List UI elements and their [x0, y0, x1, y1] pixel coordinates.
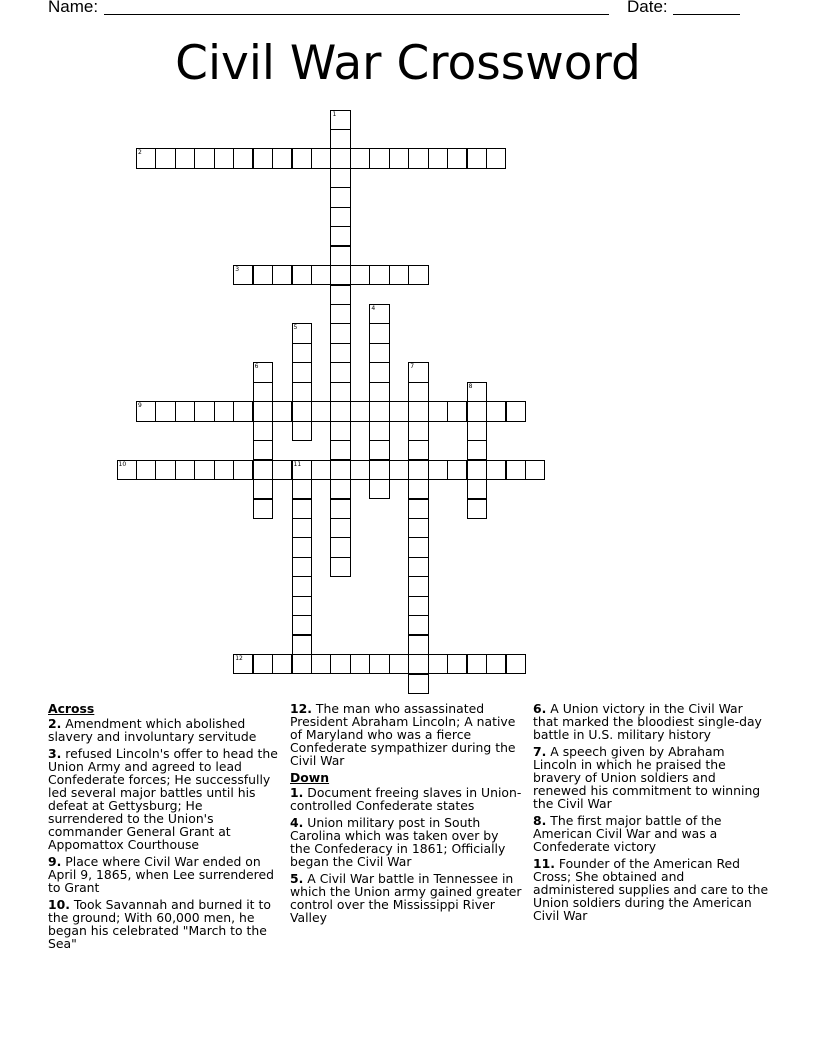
crossword-cell[interactable] [330, 285, 350, 305]
crossword-cell[interactable] [330, 323, 350, 343]
crossword-cell[interactable] [330, 304, 350, 324]
crossword-cell[interactable] [408, 499, 428, 519]
clue-down-7: 7. A speech given by Abraham Lincoln in which he praised the bravery of Union soldiers and renewed his commitment to winning the Civil War [533, 744, 761, 811]
crossword-cell[interactable] [369, 323, 389, 343]
crossword-cell[interactable] [233, 148, 253, 168]
crossword-cell[interactable] [428, 654, 448, 674]
crossword-cell[interactable] [292, 615, 312, 635]
crossword-cell[interactable] [369, 440, 389, 460]
crossword-cell[interactable] [408, 576, 428, 596]
crossword-cell[interactable] [350, 460, 370, 480]
crossword-cell[interactable] [233, 654, 253, 674]
crossword-cell[interactable] [408, 518, 428, 538]
crossword-cell[interactable] [447, 148, 467, 168]
clue-across-9: 9. Place where Civil War ended on April 9, 1865, when Lee surrendered to Grant [48, 854, 274, 895]
crossword-cell[interactable] [292, 148, 312, 168]
crossword-cell[interactable] [330, 226, 350, 246]
crossword-cell[interactable] [272, 654, 292, 674]
crossword-cell[interactable] [447, 654, 467, 674]
crossword-cell[interactable] [292, 576, 312, 596]
crossword-cell[interactable] [330, 129, 350, 149]
crossword-cell[interactable] [369, 304, 389, 324]
crossword-cell[interactable] [350, 148, 370, 168]
name-label: Name: [48, 0, 99, 16]
crossword-cell[interactable] [292, 654, 312, 674]
crossword-cell[interactable] [330, 148, 350, 168]
crossword-cell[interactable] [389, 654, 409, 674]
crossword-cell[interactable] [233, 401, 253, 421]
crossword-cell[interactable] [408, 421, 428, 441]
crossword-cell[interactable] [330, 460, 350, 480]
crossword-cell[interactable] [389, 401, 409, 421]
crossword-cell[interactable] [369, 343, 389, 363]
crossword-cell[interactable] [467, 479, 487, 499]
crossword-cell[interactable] [194, 401, 214, 421]
crossword-cell[interactable] [447, 401, 467, 421]
crossword-cell[interactable] [330, 537, 350, 557]
crossword-cell[interactable] [389, 148, 409, 168]
crossword-cell[interactable] [369, 401, 389, 421]
crossword-cell[interactable] [350, 654, 370, 674]
crossword-cell[interactable] [272, 148, 292, 168]
crossword-cell[interactable] [175, 460, 195, 480]
down-heading: Down [290, 770, 330, 785]
crossword-cell[interactable] [486, 148, 506, 168]
crossword-cell[interactable] [136, 401, 156, 421]
clue-number: 6 [254, 363, 259, 371]
clue-number: 8 [468, 382, 473, 390]
crossword-cell[interactable] [311, 265, 331, 285]
clues-column-1 [48, 702, 280, 954]
crossword-cell[interactable] [292, 382, 312, 402]
clue-number: 3 [235, 266, 240, 274]
crossword-cell[interactable] [408, 382, 428, 402]
crossword-cell[interactable] [155, 148, 175, 168]
crossword-cell[interactable] [467, 440, 487, 460]
crossword-cell[interactable] [330, 518, 350, 538]
clues-column-3 [533, 702, 769, 926]
crossword-cell[interactable] [369, 382, 389, 402]
crossword-cell[interactable] [408, 615, 428, 635]
crossword-cell[interactable] [136, 148, 156, 168]
crossword-cell[interactable] [292, 537, 312, 557]
crossword-cell[interactable] [253, 654, 273, 674]
crossword-cell[interactable] [311, 654, 331, 674]
crossword-cell[interactable] [506, 654, 526, 674]
crossword-cell[interactable] [330, 362, 350, 382]
crossword-cell[interactable] [330, 187, 350, 207]
crossword-cell[interactable] [292, 479, 312, 499]
crossword-cell[interactable] [408, 596, 428, 616]
clue-down-11: 11. Founder of the American Red Cross; She obtained and administered supplies and care to the Union soldiers during the American Civil War [533, 856, 769, 923]
crossword-cell[interactable] [467, 148, 487, 168]
crossword-cell[interactable] [408, 460, 428, 480]
crossword-cell[interactable] [292, 401, 312, 421]
crossword-cell[interactable] [311, 401, 331, 421]
crossword-cell[interactable] [467, 499, 487, 519]
crossword-cell[interactable] [330, 110, 350, 130]
crossword-cell[interactable] [389, 460, 409, 480]
crossword-cell[interactable] [330, 401, 350, 421]
crossword-cell[interactable] [292, 421, 312, 441]
clue-across-3: 3. refused Lincoln's offer to head the Union Army and agreed to lead Confederate forces; He successfully led several major battles until his defeat at Gettysburg; He surrendered to the Union's commander General Grant at Appomattox Courthouse [48, 746, 278, 852]
clue-down-4: 4. Union military post in South Carolina which was taken over by the Confederacy in 1861; Officially began the Civil War [290, 815, 506, 869]
clue-number: 5 [293, 324, 298, 332]
crossword-cell[interactable] [330, 654, 350, 674]
crossword-cell[interactable] [467, 382, 487, 402]
clue-number: 7 [410, 363, 415, 371]
crossword-cell[interactable] [292, 635, 312, 655]
crossword-cell[interactable] [330, 168, 350, 188]
crossword-cell[interactable] [467, 421, 487, 441]
crossword-cell[interactable] [467, 654, 487, 674]
crossword-cell[interactable] [408, 674, 428, 694]
crossword-cell[interactable] [408, 401, 428, 421]
clues-column-2 [290, 702, 522, 928]
crossword-cell[interactable] [272, 401, 292, 421]
clue-number: 1 [332, 110, 337, 118]
crossword-cell[interactable] [253, 440, 273, 460]
crossword-cell[interactable] [350, 401, 370, 421]
crossword-cell[interactable] [117, 460, 137, 480]
crossword-cell[interactable] [369, 479, 389, 499]
crossword-cell[interactable] [408, 479, 428, 499]
crossword-cell[interactable] [408, 654, 428, 674]
crossword-cell[interactable] [311, 148, 331, 168]
crossword-cell[interactable] [233, 265, 253, 285]
crossword-cell[interactable] [214, 148, 234, 168]
clue-number: 2 [137, 149, 142, 157]
crossword-cell[interactable] [175, 148, 195, 168]
crossword-cell[interactable] [253, 499, 273, 519]
crossword-cell[interactable] [194, 148, 214, 168]
crossword-cell[interactable] [330, 499, 350, 519]
clue-down-1: 1. Document freeing slaves in Union-controlled Confederate states [290, 785, 522, 813]
crossword-cell[interactable] [292, 323, 312, 343]
crossword-cell[interactable] [253, 460, 273, 480]
crossword-cell[interactable] [408, 148, 428, 168]
crossword-cell[interactable] [253, 479, 273, 499]
crossword-cell[interactable] [369, 362, 389, 382]
clue-down-6: 6. A Union victory in the Civil War that marked the bloodiest single-day battle in U.S. military history [533, 701, 762, 742]
clue-down-8: 8. The first major battle of the American Civil War and was a Confederate victory [533, 813, 722, 854]
crossword-cell[interactable] [136, 460, 156, 480]
crossword-cell[interactable] [292, 557, 312, 577]
crossword-cell[interactable] [369, 421, 389, 441]
across-heading: Across [48, 701, 95, 716]
page-title: Civil War Crossword [175, 36, 641, 91]
crossword-cell[interactable] [292, 265, 312, 285]
crossword-cell[interactable] [350, 265, 370, 285]
crossword-cell[interactable] [428, 148, 448, 168]
crossword-cell[interactable] [175, 401, 195, 421]
crossword-cell[interactable] [253, 401, 273, 421]
clue-down-5: 5. A Civil War battle in Tennessee in which the Union army gained greater control over the Mississippi River Valley [290, 871, 522, 925]
crossword-cell[interactable] [408, 440, 428, 460]
crossword-cell[interactable] [233, 460, 253, 480]
clue-number: 9 [137, 402, 142, 410]
crossword-cell[interactable] [155, 401, 175, 421]
crossword-cell[interactable] [408, 537, 428, 557]
crossword-cell[interactable] [447, 460, 467, 480]
crossword-cell[interactable] [272, 265, 292, 285]
crossword-cell[interactable] [506, 460, 526, 480]
crossword-cell[interactable] [330, 557, 350, 577]
crossword-cell[interactable] [369, 460, 389, 480]
crossword-cell[interactable] [506, 401, 526, 421]
crossword-cell[interactable] [292, 343, 312, 363]
crossword-cell[interactable] [253, 382, 273, 402]
crossword-cell[interactable] [408, 635, 428, 655]
crossword-cell[interactable] [330, 343, 350, 363]
crossword-cell[interactable] [369, 148, 389, 168]
crossword-cell[interactable] [467, 460, 487, 480]
crossword-cell[interactable] [194, 460, 214, 480]
crossword-cell[interactable] [369, 265, 389, 285]
clue-number: 12 [235, 655, 243, 663]
crossword-cell[interactable] [272, 460, 292, 480]
crossword-cell[interactable] [330, 265, 350, 285]
crossword-cell[interactable] [428, 460, 448, 480]
crossword-cell[interactable] [467, 401, 487, 421]
crossword-cell[interactable] [330, 479, 350, 499]
crossword-cell[interactable] [253, 421, 273, 441]
clue-across-12: 12. The man who assassinated President Abraham Lincoln; A native of Maryland who was a fierce Confederate sympathizer during the Civil War [290, 701, 516, 768]
crossword-cell[interactable] [330, 440, 350, 460]
crossword-cell[interactable] [292, 518, 312, 538]
crossword-cell[interactable] [155, 460, 175, 480]
crossword-cell[interactable] [214, 401, 234, 421]
crossword-cell[interactable] [330, 207, 350, 227]
clue-number: 4 [371, 305, 376, 312]
clue-across-2: 2. Amendment which abolished slavery and involuntary servitude [48, 716, 257, 744]
clue-number: 11 [293, 460, 302, 468]
crossword-cell[interactable] [389, 265, 409, 285]
clue-number: 10 [118, 460, 127, 468]
crossword-cell[interactable] [292, 499, 312, 519]
crossword-cell[interactable] [408, 265, 428, 285]
crossword-cell[interactable] [330, 246, 350, 266]
date-label: Date: [627, 0, 668, 16]
crossword-cell[interactable] [253, 362, 273, 382]
crossword-cell[interactable] [214, 460, 234, 480]
crossword-cell[interactable] [408, 362, 428, 382]
crossword-cell[interactable] [525, 460, 545, 480]
crossword-cell[interactable] [292, 362, 312, 382]
crossword-cell[interactable] [253, 148, 273, 168]
crossword-cell[interactable] [486, 460, 506, 480]
clue-across-10: 10. Took Savannah and burned it to the ground; With 60,000 men, he began his celebrated "March to the Sea" [48, 897, 271, 951]
crossword-cell[interactable] [292, 596, 312, 616]
crossword-cell[interactable] [408, 557, 428, 577]
crossword-cell[interactable] [486, 401, 506, 421]
crossword-cell[interactable] [253, 265, 273, 285]
crossword-cell[interactable] [330, 382, 350, 402]
crossword-cell[interactable] [292, 460, 312, 480]
crossword-cell[interactable] [330, 421, 350, 441]
crossword-cell[interactable] [428, 401, 448, 421]
crossword-cell[interactable] [369, 654, 389, 674]
crossword-cell[interactable] [486, 654, 506, 674]
crossword-cell[interactable] [311, 460, 331, 480]
